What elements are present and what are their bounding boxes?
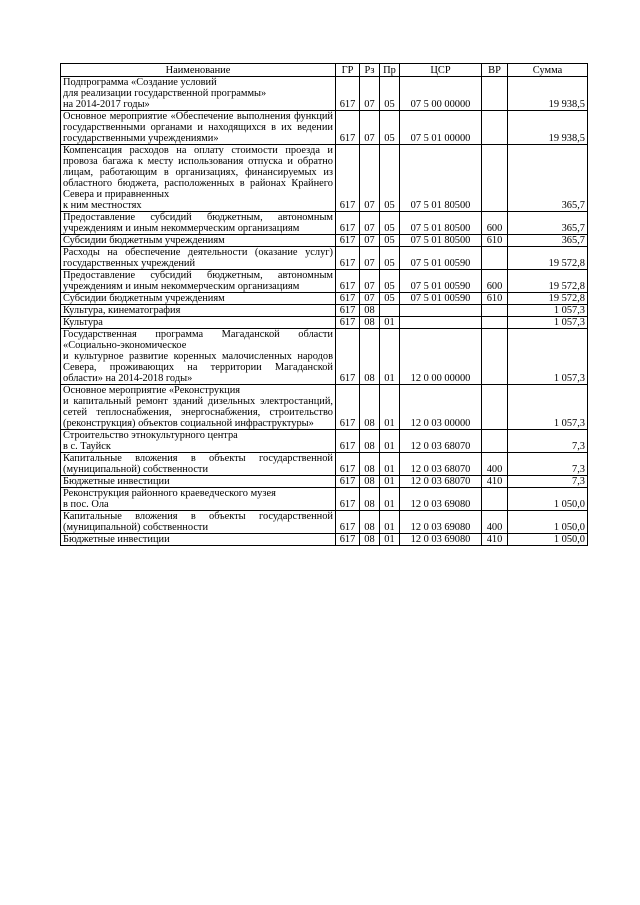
cell-rz: 08: [360, 488, 380, 511]
table-row: [61, 534, 588, 546]
cell-vr: 600: [482, 270, 508, 293]
cell-sum: 7,3: [508, 476, 588, 488]
table-row: [61, 270, 588, 293]
cell-gr: 617: [336, 488, 360, 511]
cell-pr: 01: [380, 329, 400, 385]
cell-sum: 19 938,5: [508, 77, 588, 111]
cell-name: Капитальные вложения в объекты государственной (муниципальной) собственности: [61, 511, 336, 534]
cell-pr: 05: [380, 111, 400, 145]
cell-gr: 617: [336, 145, 360, 212]
cell-gr: 617: [336, 305, 360, 317]
table-row: [61, 511, 588, 534]
cell-vr: [482, 77, 508, 111]
table-row: [61, 111, 588, 145]
cell-csr: 12 0 03 68070: [400, 453, 482, 476]
cell-rz: 07: [360, 293, 380, 305]
cell-sum: 19 938,5: [508, 111, 588, 145]
header-sum: Сумма: [508, 64, 588, 77]
cell-pr: 05: [380, 235, 400, 247]
cell-vr: 610: [482, 293, 508, 305]
table-row: [61, 145, 588, 212]
cell-sum: 19 572,8: [508, 293, 588, 305]
cell-csr: 12 0 03 00000: [400, 385, 482, 430]
header-rz: Рз: [360, 64, 380, 77]
table-row: [61, 247, 588, 270]
cell-name: Реконструкция районного краеведческого музея в пос. Ола: [61, 488, 336, 511]
cell-csr: 07 5 01 00590: [400, 247, 482, 270]
cell-gr: 617: [336, 235, 360, 247]
cell-csr: [400, 305, 482, 317]
cell-name: Капитальные вложения в объекты государственной (муниципальной) собственности: [61, 453, 336, 476]
cell-rz: 08: [360, 385, 380, 430]
cell-rz: 08: [360, 511, 380, 534]
cell-name: Основное мероприятие «Обеспечение выполнения функций государственными органами и находящихся в их ведении государственными учреждениями»: [61, 111, 336, 145]
cell-csr: 07 5 01 80500: [400, 145, 482, 212]
cell-rz: 08: [360, 453, 380, 476]
header-gr: ГР: [336, 64, 360, 77]
cell-csr: [400, 317, 482, 329]
cell-pr: 05: [380, 293, 400, 305]
cell-name: Предоставление субсидий бюджетным, автономным учреждениям и иным некоммерческим организациям: [61, 212, 336, 235]
cell-sum: 365,7: [508, 212, 588, 235]
table-row: [61, 453, 588, 476]
table-row: [61, 235, 588, 247]
table-header-row: [61, 64, 588, 77]
table-row: [61, 476, 588, 488]
cell-csr: 12 0 00 00000: [400, 329, 482, 385]
cell-pr: 01: [380, 453, 400, 476]
cell-name: Основное мероприятие «Реконструкция и капитальный ремонт зданий дизельных электростанций, сетей теплоснабжения, энергоснабжения, строительство (реконструкция) объектов социальной инфраструктуры»: [61, 385, 336, 430]
cell-pr: 01: [380, 317, 400, 329]
header-vr: ВР: [482, 64, 508, 77]
cell-csr: 12 0 03 69080: [400, 534, 482, 546]
cell-pr: 05: [380, 212, 400, 235]
cell-gr: 617: [336, 212, 360, 235]
cell-name: Культура, кинематография: [61, 305, 336, 317]
cell-sum: 1 057,3: [508, 385, 588, 430]
header-name: Наименование: [61, 64, 336, 77]
cell-csr: 12 0 03 68070: [400, 430, 482, 453]
cell-pr: 05: [380, 247, 400, 270]
cell-rz: 08: [360, 430, 380, 453]
table-body: [61, 77, 588, 546]
cell-vr: [482, 488, 508, 511]
cell-csr: 07 5 00 00000: [400, 77, 482, 111]
cell-pr: 05: [380, 145, 400, 212]
cell-pr: 05: [380, 77, 400, 111]
cell-rz: 07: [360, 235, 380, 247]
cell-vr: 400: [482, 453, 508, 476]
cell-gr: 617: [336, 430, 360, 453]
cell-sum: 365,7: [508, 235, 588, 247]
cell-vr: [482, 430, 508, 453]
cell-gr: 617: [336, 270, 360, 293]
cell-csr: 12 0 03 69080: [400, 511, 482, 534]
cell-csr: 07 5 01 80500: [400, 212, 482, 235]
table-row: [61, 329, 588, 385]
cell-gr: 617: [336, 77, 360, 111]
cell-sum: 7,3: [508, 453, 588, 476]
cell-name: Бюджетные инвестиции: [61, 534, 336, 546]
cell-pr: 01: [380, 385, 400, 430]
cell-sum: 19 572,8: [508, 247, 588, 270]
table-row: [61, 212, 588, 235]
cell-vr: 400: [482, 511, 508, 534]
cell-csr: 07 5 01 00590: [400, 293, 482, 305]
cell-gr: 617: [336, 293, 360, 305]
table-row: [61, 293, 588, 305]
cell-vr: 410: [482, 534, 508, 546]
cell-rz: 08: [360, 534, 380, 546]
cell-vr: [482, 305, 508, 317]
cell-vr: 600: [482, 212, 508, 235]
table-row: [61, 305, 588, 317]
cell-name: Строительство этнокультурного центра в с. Тауйск: [61, 430, 336, 453]
cell-vr: [482, 111, 508, 145]
header-csr: ЦСР: [400, 64, 482, 77]
cell-name: Субсидии бюджетным учреждениям: [61, 293, 336, 305]
cell-pr: 01: [380, 476, 400, 488]
cell-vr: 410: [482, 476, 508, 488]
cell-name: Бюджетные инвестиции: [61, 476, 336, 488]
cell-gr: 617: [336, 317, 360, 329]
cell-vr: 610: [482, 235, 508, 247]
cell-sum: 1 057,3: [508, 305, 588, 317]
cell-name: Предоставление субсидий бюджетным, автономным учреждениям и иным некоммерческим организациям: [61, 270, 336, 293]
cell-vr: [482, 329, 508, 385]
cell-rz: 07: [360, 77, 380, 111]
cell-vr: [482, 385, 508, 430]
cell-name: Расходы на обеспечение деятельности (оказание услуг) государственных учреждений: [61, 247, 336, 270]
cell-pr: 01: [380, 534, 400, 546]
cell-sum: 19 572,8: [508, 270, 588, 293]
cell-gr: 617: [336, 111, 360, 145]
cell-gr: 617: [336, 453, 360, 476]
cell-sum: 1 050,0: [508, 534, 588, 546]
cell-name: Государственная программа Магаданской области «Социально-экономическое и культурное развитие коренных малочисленных народов Севера, проживающих на территории Магаданской области» на 2014-2018 годы»: [61, 329, 336, 385]
cell-pr: [380, 305, 400, 317]
cell-rz: 07: [360, 247, 380, 270]
cell-csr: 07 5 01 00590: [400, 270, 482, 293]
budget-table: [60, 63, 588, 546]
cell-pr: 01: [380, 430, 400, 453]
cell-pr: 01: [380, 511, 400, 534]
cell-sum: 7,3: [508, 430, 588, 453]
cell-sum: 1 050,0: [508, 511, 588, 534]
cell-rz: 08: [360, 329, 380, 385]
cell-gr: 617: [336, 329, 360, 385]
cell-csr: 12 0 03 69080: [400, 488, 482, 511]
cell-rz: 08: [360, 305, 380, 317]
cell-rz: 08: [360, 317, 380, 329]
cell-gr: 617: [336, 247, 360, 270]
table-row: [61, 317, 588, 329]
cell-vr: [482, 145, 508, 212]
cell-sum: 1 050,0: [508, 488, 588, 511]
cell-rz: 08: [360, 476, 380, 488]
cell-pr: 05: [380, 270, 400, 293]
cell-vr: [482, 317, 508, 329]
cell-rz: 07: [360, 270, 380, 293]
cell-name: Культура: [61, 317, 336, 329]
table-row: [61, 488, 588, 511]
cell-csr: 07 5 01 00000: [400, 111, 482, 145]
table-row: [61, 77, 588, 111]
cell-name: Компенсация расходов на оплату стоимости проезда и провоза багажа к месту использования отпуска и обратно лицам, работающим в организациях, финансируемых из областного бюджета, расположенных в районах Крайнего Севера и приравненных к ним местностях: [61, 145, 336, 212]
cell-gr: 617: [336, 385, 360, 430]
header-pr: Пр: [380, 64, 400, 77]
cell-name: Субсидии бюджетным учреждениям: [61, 235, 336, 247]
cell-sum: 1 057,3: [508, 317, 588, 329]
cell-csr: 07 5 01 80500: [400, 235, 482, 247]
table-row: [61, 430, 588, 453]
cell-gr: 617: [336, 511, 360, 534]
cell-sum: 1 057,3: [508, 329, 588, 385]
cell-gr: 617: [336, 534, 360, 546]
cell-rz: 07: [360, 212, 380, 235]
cell-rz: 07: [360, 111, 380, 145]
cell-sum: 365,7: [508, 145, 588, 212]
cell-name: Подпрограмма «Создание условий для реализации государственной программы» на 2014-2017 годы»: [61, 77, 336, 111]
cell-csr: 12 0 03 68070: [400, 476, 482, 488]
cell-rz: 07: [360, 145, 380, 212]
cell-vr: [482, 247, 508, 270]
cell-gr: 617: [336, 476, 360, 488]
table-row: [61, 385, 588, 430]
cell-pr: 01: [380, 488, 400, 511]
